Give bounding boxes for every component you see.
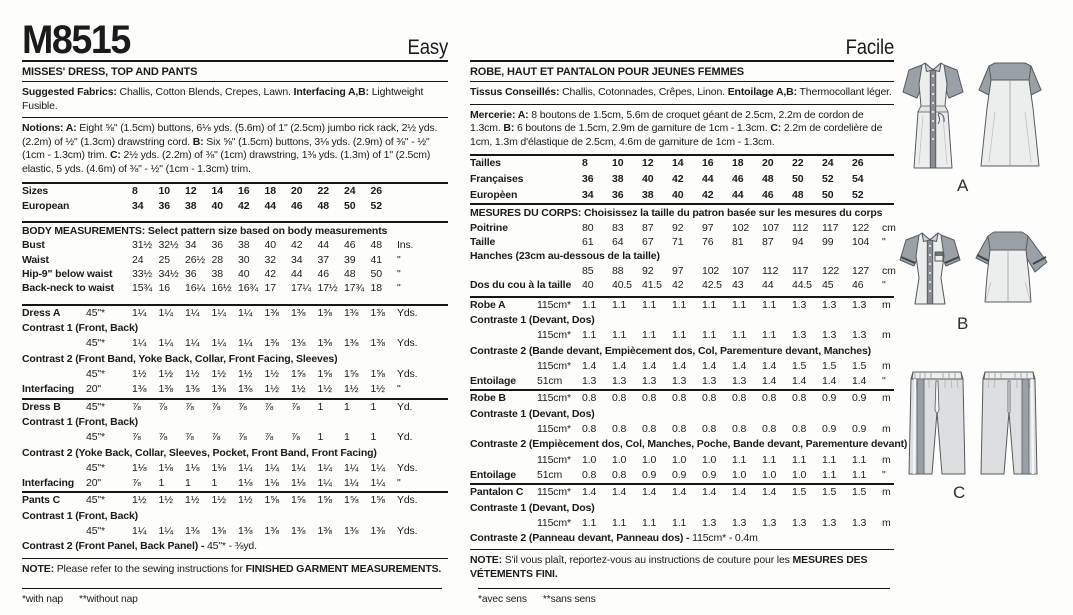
footnote-sans-sens: **sans sens [542, 594, 596, 605]
body-measurements-heading-en: BODY MEASUREMENTS: Select pattern size based on body measurements [22, 224, 388, 237]
table-row: 115cm* 1.0 1.0 1.0 1.0 1.0 1.1 1.1 1.1 1.1 1.1 m [537, 453, 891, 466]
table-row: Contraste 2 (Empiècement dos, Col, Manches, Poche, Bande devant, Parementure devant) [470, 438, 908, 451]
mercerie-text: Mercerie: A: 8 boutons de 1.5cm, 5.6m de croquet géant de 2.5cm, 2.2m de cordon de 1.3cm. B: 6 boutons de 1.5cm, 2.9m de garniture de 1cm - 1.3cm. C: 2.2m de cordelière de 1cm, 1.3m d'élastique de 2.5cm, 4.6m de garniture de 1cm - 1.3cm. [470, 108, 883, 148]
table-row: Contrast 2 (Front Panel, Back Panel) - 45"* - ⅜yd. [22, 540, 257, 553]
table-row: Europèen 34 36 38 40 42 44 46 48 50 52 [470, 188, 864, 201]
table-row: Robe B 115cm* 0.8 0.8 0.8 0.8 0.8 0.8 0.8 0.8 0.9 0.9 m [470, 392, 891, 405]
table-row: Taille 61 64 67 71 76 81 87 94 99 104 " [470, 236, 886, 249]
table-row: Tailles 8 10 12 14 16 18 20 22 24 26 [470, 157, 864, 170]
table-row: Contrast 2 (Front Band, Yoke Back, Collar, Front Facing, Sleeves) [22, 352, 338, 365]
table-row: 85 88 92 97 102 107 112 117 122 127 cm [582, 264, 896, 277]
footnote-without-nap: **without nap [79, 594, 138, 605]
suggested-fabrics-text: Suggested Fabrics: Challis, Cotton Blends, Crepes, Lawn. Interfacing A,B: Lightweight Fusible. [22, 82, 448, 118]
view-b-label: B [957, 314, 969, 333]
table-row: Hip-9" below waist 33½ 34½ 36 38 40 42 44 46 48 50 " [22, 268, 401, 281]
table-row: Robe A 115cm* 1.1 1.1 1.1 1.1 1.1 1.1 1.1 1.3 1.3 1.3 m [470, 298, 891, 311]
footnote-en [22, 588, 442, 605]
garment-title-en: MISSES' DRESS, TOP AND PANTS [22, 62, 448, 82]
header-right [470, 14, 894, 62]
table-row: Interfacing 20" ⅞ 1 1 1 1⅛ 1⅛ 1⅛ 1¼ 1¼ 1¼ " [22, 477, 401, 490]
robe-a-yardage-table [470, 298, 894, 390]
table-row: Contraste 1 (Devant, Dos) [470, 313, 595, 326]
table-row: Waist 24 25 26½ 28 30 32 34 37 39 41 " [22, 253, 401, 266]
table-row: Poitrine 80 83 87 92 97 102 107 112 117 122 cm [470, 221, 896, 234]
table-row: Dress A 45"* 1¼ 1¼ 1¼ 1¼ 1¼ 1⅜ 1⅜ 1⅜ 1⅜ 1⅜ Yds. [22, 306, 418, 319]
table-row: Bust 31½ 32½ 34 36 38 40 42 44 46 48 Ins. [22, 239, 414, 252]
pants-c-yardage-table [22, 493, 448, 554]
table-row: 115cm* 1.4 1.4 1.4 1.4 1.4 1.4 1.4 1.5 1.5 1.5 m [537, 359, 891, 372]
english-column [22, 14, 448, 580]
sizes-table-en [22, 184, 448, 215]
table-row: Contrast 1 (Front, Back) [22, 509, 138, 522]
footnote-avec-sens: *avec sens [478, 594, 527, 605]
header-left [22, 14, 448, 62]
pattern-number: M8515 [22, 18, 130, 62]
table-row: Dos du cou à la taille 40 40.5 41.5 42 42.5 43 44 44.5 45 46 " [470, 279, 886, 292]
table-row: Contraste 2 (Panneau devant, Panneau dos) - 115cm* - 0.4m [470, 532, 758, 545]
pantalon-c-yardage-table [470, 485, 894, 546]
view-a-figure [901, 56, 1051, 194]
notions-text: Notions: A: Eight ⅝" (1.5cm) buttons, 6⅛ yds. (5.6m) of 1" (2.5cm) jumbo rick rack, 2½ yds. (2.2m) of ½" (1.3cm) drawstring cord. B: Six ⅝" (1.5cm) buttons, 3⅛ yds. (2.9m) of ⅜" - ½" (1cm - 1.3cm) trim. C: 2½ yds. (2.2m) of ⅜" (1cm) drawstring, 1⅜ yds. (1.3m) of 1" (2.5cm) elastic, 5 yds. (4.6m) of ⅜" - ½" (1cm - 1.3cm) trim. [22, 122, 438, 175]
table-row: Back-neck to waist 15¾ 16 16¼ 16½ 16¾ 17 17¼ 17½ 17¾ 18 " [22, 282, 401, 295]
table-row: 45"* 1¼ 1¼ 1⅜ 1⅜ 1⅜ 1⅜ 1⅜ 1⅜ 1⅜ 1⅜ Yds. [86, 525, 418, 538]
table-row: Pants C 45"* 1½ 1½ 1½ 1½ 1½ 1⅝ 1⅝ 1⅝ 1⅝ 1⅝ Yds. [22, 494, 418, 507]
view-b-figure [897, 226, 1067, 332]
table-row: 115cm* 0.8 0.8 0.8 0.8 0.8 0.8 0.8 0.8 0.9 0.9 m [537, 423, 891, 436]
view-c-label: C [953, 483, 966, 502]
table-row: Dress B 45"* ⅞ ⅞ ⅞ ⅞ ⅞ ⅞ ⅞ 1 1 1 Yd. [22, 400, 413, 413]
dress-a-illustration [901, 56, 1051, 176]
view-c-figure [905, 366, 1045, 501]
table-row: Contrast 1 (Front, Back) [22, 415, 138, 428]
body-measurements-heading-fr: MESURES DU CORPS: Choisissez la taille du patron basée sur les mesures du corps [470, 207, 883, 220]
table-row: 115cm* 1.1 1.1 1.1 1.1 1.1 1.1 1.1 1.3 1.3 1.3 m [537, 329, 891, 342]
footnote-with-nap: *with nap [22, 594, 64, 605]
table-row: Entoilage 51cm 1.3 1.3 1.3 1.3 1.3 1.3 1.4 1.4 1.4 1.4 " [470, 375, 886, 388]
table-row: Pantalon C 115cm* 1.4 1.4 1.4 1.4 1.4 1.4 1.4 1.5 1.5 1.5 m [470, 486, 891, 499]
table-row: Entoilage 51cm 0.8 0.8 0.9 0.9 0.9 1.0 1.0 1.0 1.1 1.1 " [470, 468, 886, 481]
table-row: Contraste 1 (Devant, Dos) [470, 501, 595, 514]
table-row: Contraste 2 (Bande devant, Empiècement dos, Col, Parementure devant, Manches) [470, 344, 871, 357]
garment-illustrations [893, 14, 1073, 604]
table-row: Interfacing 20" 1⅜ 1⅜ 1⅜ 1⅜ 1⅜ 1½ 1½ 1½ 1½ 1½ " [22, 383, 401, 396]
table-row: 115cm* 1.1 1.1 1.1 1.1 1.3 1.3 1.3 1.3 1.3 1.3 m [537, 516, 891, 529]
french-column [470, 14, 908, 586]
top-b-illustration [897, 226, 1067, 314]
table-row: 45"* 1¼ 1¼ 1¼ 1¼ 1¼ 1⅜ 1⅜ 1⅜ 1⅜ 1⅜ Yds. [86, 337, 418, 350]
table-row: 45"* 1½ 1½ 1½ 1½ 1½ 1½ 1⅝ 1⅝ 1⅝ 1⅝ Yds. [86, 368, 418, 381]
difficulty-label-fr: Facile [845, 36, 894, 59]
body-measurements-table-en [22, 238, 448, 296]
note-en: NOTE: Please refer to the sewing instructions for FINISHED GARMENT MEASUREMENTS. [22, 562, 442, 575]
table-row: Contraste 1 (Devant, Dos) [470, 407, 595, 420]
difficulty-label-en: Easy [407, 36, 448, 59]
garment-title-fr: ROBE, HAUT ET PANTALON POUR JEUNES FEMMES [470, 62, 894, 82]
table-row: Françaises 36 38 40 42 44 46 48 50 52 54 [470, 172, 864, 185]
table-row: Contrast 1 (Front, Back) [22, 322, 138, 335]
table-row: Sizes 8 10 12 14 16 18 20 22 24 26 [22, 184, 382, 197]
table-row: 45"* ⅞ ⅞ ⅞ ⅞ ⅞ ⅞ ⅞ 1 1 1 Yd. [86, 431, 413, 444]
table-row: European 34 36 38 40 42 44 46 48 50 52 [22, 200, 382, 213]
table-row: 45"* 1⅛ 1⅛ 1⅛ 1⅛ 1¼ 1¼ 1¼ 1¼ 1¼ 1¼ Yds. [86, 461, 418, 474]
dress-b-yardage-table [22, 400, 448, 492]
pants-c-illustration [905, 366, 1045, 482]
view-a-label: A [957, 176, 969, 195]
table-row: Hanches (23cm au-dessous de la taille) [470, 250, 660, 263]
sizes-table-fr [470, 156, 894, 203]
note-fr: NOTE: S'il vous plaît, reportez-vous au instructions de couture pour les MESURES DES VÉTEMENTS FINI. [470, 554, 868, 581]
dress-a-yardage-table [22, 306, 448, 398]
robe-b-yardage-table [470, 391, 908, 483]
table-row: Contrast 2 (Yoke Back, Collar, Sleeves, Pocket, Front Band, Front Facing) [22, 446, 377, 459]
footnote-fr [478, 588, 890, 605]
body-measurements-table-fr [470, 221, 894, 293]
tissus-conseilles-text: Tissus Conseillés: Challis, Cotonnades, Crêpes, Linon. Entoilage A,B: Thermocollant léger. [470, 82, 894, 105]
